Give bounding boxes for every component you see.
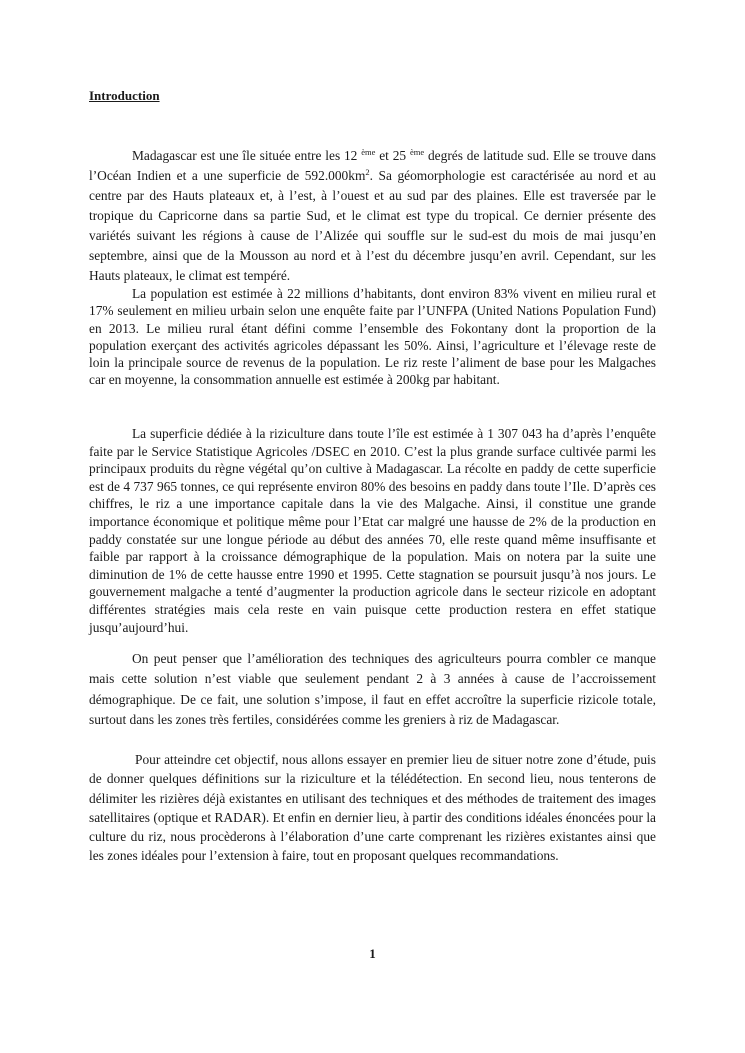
p1-sup-2: ème bbox=[409, 147, 425, 157]
paragraph-population bbox=[89, 285, 656, 389]
p1-text-b: et 25 bbox=[375, 148, 407, 163]
paragraph-techniques bbox=[89, 649, 656, 730]
page-number: 1 bbox=[369, 946, 376, 961]
p1-text-a: Madagascar est une île située entre les 12 bbox=[132, 148, 358, 163]
paragraph-rice-area bbox=[89, 425, 656, 636]
section-heading: Introduction bbox=[89, 88, 160, 103]
p3-text: La superficie dédiée à la riziculture dans toute l’île est estimée à 1 307 043 ha d’après l’enquête faite par le Service Statistique Agricoles /DSEC en 2010. C’est la plus grande surface cultivée parmi les principaux produits du règne végétal qu’on cultive à Madagascar. La récolte en paddy de cette superficie est de 4 737 965 tonnes, ce qui représente environ 80% des besoins en paddy dans toute l’Ile. D’après ces chiffres, le riz a une importance capitale dans la vie des Malgache. Ainsi, il constitue une grande importance économique et politique même pour l’Etat car malgré une hausse de 2% de la production en paddy constatée sur une longue période au début des années 70, elle reste quand même insuffisante et faible par rapport à la croissance démographique de la population. Mais on notera par la suite une diminution de 1% de cette hausse entre 1990 et 1995. Cette stagnation se poursuit jusqu’à nos jours. Le gouvernement malgache a tenté d’augmenter la production agricole dans le secteur rizicole en adoptant différentes stratégies mais cela reste en vain puisque cette production restera en effet statique jusqu’aujourd’hui. bbox=[89, 426, 656, 635]
p1-text-d: . Sa géomorphologie est caractérisée au nord et au centre par des Hauts plateaux et, à l’est, à l’ouest et au sud par des plaines. Elle est traversée par le tropique du Capricorne dans sa partie Sud, et le climat est type du tropical. Ce dernier présente des variétés suivant les régions à cause de l’Alizée qui souffle sur le sud-est du mois de mai jusqu’en septembre, ainsi que de la Mousson au nord et à l’est du décembre jusqu’en avril. Cependant, sur les Hauts plateaux, le climat est tempéré. bbox=[89, 168, 656, 283]
p1-text-c: degrés de latitude sud. Elle se trouve dans l’Océan Indien et a une superficie de 592.000km bbox=[89, 148, 656, 183]
p2-text: La population est estimée à 22 millions d’habitants, dont environ 83% vivent en milieu rural et 17% seulement en milieu urbain selon une enquête faite par l’UNFPA (United Nations Population Fund) en 2013. Le milieu rural étant défini comme l’ensemble des Fokontany dont la proportion de la population exerçant des activités agricoles dépassant les 50%. Ainsi, l’agriculture et l’élevage reste de loin la principale source de revenus de la population. Le riz reste l’aliment de base pour les Malgaches car en moyenne, la consommation annuelle est estimée à 200kg par habitant. bbox=[89, 286, 656, 388]
p5-text: Pour atteindre cet objectif, nous allons essayer en premier lieu de situer notre zone d’étude, puis de donner quelques définitions sur la riziculture et la télédétection. En second lieu, nous tenterons de délimiter les rizières déjà existantes en utilisant des techniques et des méthodes de traitement des images satellitaires (optique et RADAR). Et enfin en dernier lieu, à partir des conditions idéales énoncées pour la culture du riz, nous procèderons à l’élaboration d’une carte comprenant les rizières existantes ainsi que les zones idéales pour l’extension à faire, tout en proposant quelques recommandations. bbox=[89, 752, 656, 864]
p1-sup-3: 2 bbox=[365, 167, 370, 177]
paragraph-objectives bbox=[89, 750, 656, 866]
p4-text: On peut penser que l’amélioration des techniques des agriculteurs pourra combler ce manque mais cette solution n’est viable que seulement pendant 2 à 3 années à cause de l’accroissement démographique. De ce fait, une solution s’impose, il faut en effet accroître la superficie rizicole totale, surtout dans les zones très fertiles, considérées comme les greniers à riz de Madagascar. bbox=[89, 651, 656, 727]
paragraph-geography bbox=[89, 146, 656, 286]
p1-sup-1: ème bbox=[361, 147, 376, 157]
